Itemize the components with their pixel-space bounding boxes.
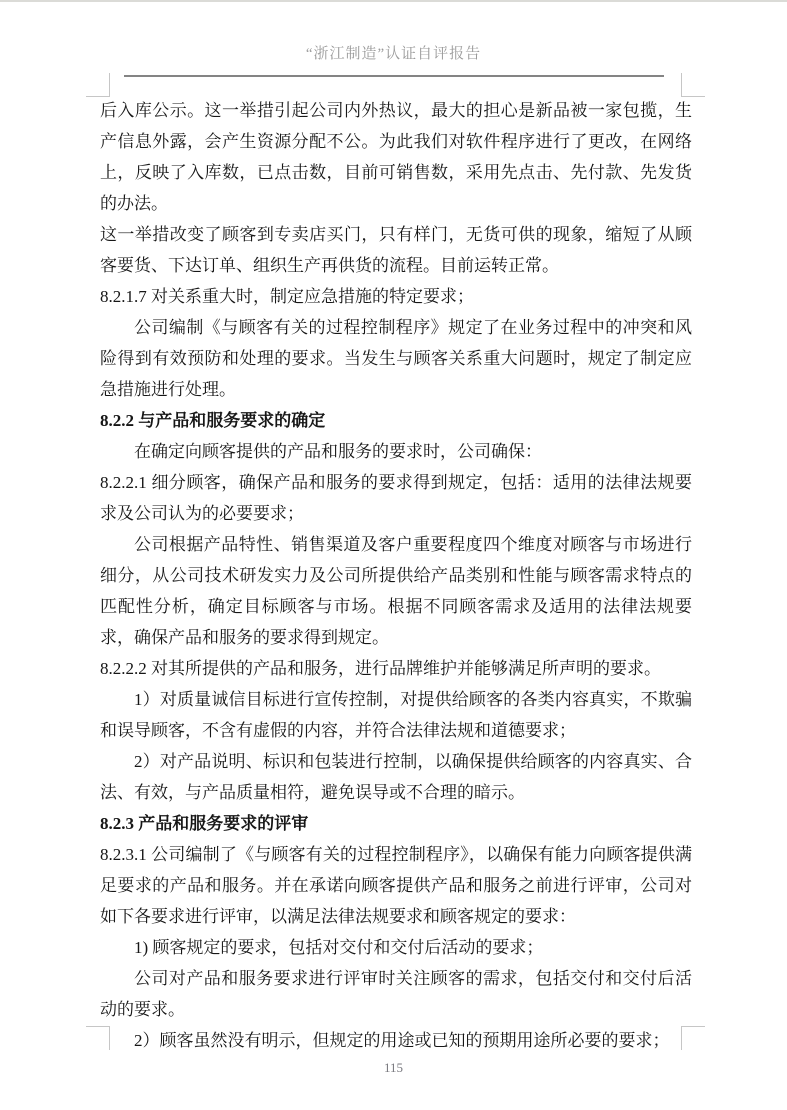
paragraph: 1) 顾客规定的要求，包括对交付和交付后活动的要求； <box>134 938 544 957</box>
paragraph: 2）顾客虽然没有明示，但规定的用途或已知的预期用途所必要的要求； <box>134 1031 670 1050</box>
paragraph: 公司根据产品特性、销售渠道及客户重要程度四个维度对顾客与市场进行细分，从公司技术研发实力及公司所提供给产品类别和性能与顾客需求特点的匹配性分析，确定目标顾客与市场。根据不同顾客需求及适用的法律法规要求，确保产品和服务的要求得到规定。 <box>100 535 692 647</box>
paragraph: 公司编制《与顾客有关的过程控制程序》规定了在业务过程中的冲突和风险得到有效预防和处理的要求。当发生与顾客关系重大问题时，规定了制定应急措施进行处理。 <box>100 318 692 399</box>
header-title: “浙江制造”认证自评报告 <box>305 46 482 62</box>
text-boundary-mark-top-right <box>681 73 705 97</box>
paragraph: 公司对产品和服务要求进行评审时关注顾客的需求，包括交付和交付后活动的要求。 <box>100 969 692 1019</box>
paragraph: 8.2.1.7 对关系重大时，制定应急措施的特定要求； <box>100 287 474 306</box>
text-boundary-mark-top-left <box>86 73 110 97</box>
paragraph: 这一举措改变了顾客到专卖店买门，只有样门，无货可供的现象，缩短了从顾客要货、下达订单、组织生产再供货的流程。目前运转正常。 <box>100 225 692 275</box>
paragraph: 8.2.2.1 细分顾客，确保产品和服务的要求得到规定，包括：适用的法律法规要求及公司认为的必要要求； <box>100 473 692 523</box>
paragraph: 8.2.2.2 对其所提供的产品和服务，进行品牌维护并能够满足所声明的要求。 <box>100 659 661 678</box>
section-heading: 8.2.2 与产品和服务要求的确定 <box>100 411 326 430</box>
paragraph: 2）对产品说明、标识和包装进行控制，以确保提供给顾客的内容真实、合法、有效，与产品质量相符，避免误导或不合理的暗示。 <box>100 752 692 802</box>
paragraph: 1）对质量诚信目标进行宣传控制，对提供给顾客的各类内容真实，不欺骗和误导顾客，不含有虚假的内容，并符合法律法规和道德要求； <box>100 690 692 740</box>
page-number: 115 <box>383 1060 404 1075</box>
section-heading: 8.2.3 产品和服务要求的评审 <box>100 814 309 833</box>
header-rule <box>124 75 664 77</box>
document-body <box>100 95 692 1056</box>
paragraph: 后入库公示。这一举措引起公司内外热议，最大的担心是新品被一家包揽，生产信息外露，会产生资源分配不公。为此我们对软件程序进行了更改，在网络上，反映了入库数，已点击数，目前可销售数，采用先点击、先付款、先发货的办法。 <box>100 101 692 213</box>
page-top-edge <box>0 0 787 2</box>
paragraph: 8.2.3.1 公司编制了《与顾客有关的过程控制程序》，以确保有能力向顾客提供满足要求的产品和服务。并在承诺向顾客提供产品和服务之前进行评审，公司对如下各要求进行评审，以满足法律法规要求和顾客规定的要求： <box>100 845 692 926</box>
paragraph: 在确定向顾客提供的产品和服务的要求时，公司确保： <box>134 442 542 461</box>
